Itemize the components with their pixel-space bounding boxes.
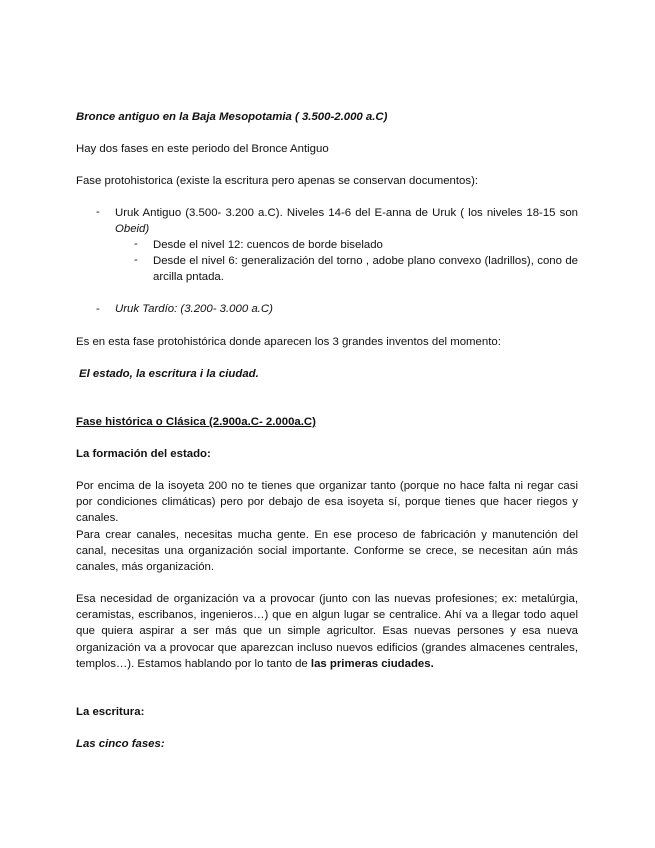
inventions-text: El estado, la escritura i la ciudad. <box>79 368 259 380</box>
uruk-antiguo-text: Uruk Antiguo (3.500- 3.200 a.C). Niveles 14-6 del E-anna de Uruk ( los niveles 18-15 son <box>115 207 578 219</box>
paragraph-3-text: Esa necesidad de organización va a provocar (junto con las nuevas profesiones; ex: metalúrgia, ceramistas, escribanos, ingenieros…) que en algun lugar se centralice. Ahí va a llegar todo aquel que quiera aspirar a ser más que un simple agricultor. Esas nuevas persones y esa nueva organización va a provocar que aparezcan incluso nuevos edificios (grandes almacenes centrales, templos…). Estamos hablando por lo tanto de <box>76 593 578 670</box>
paragraph <box>76 478 578 575</box>
phase2-title: Fase histórica o Clásica (2.900a.C- 2.000a.C) <box>76 416 316 428</box>
sub-bullet-dash: - <box>134 238 138 250</box>
inventions-intro: Es en esta fase protohistórica donde aparecen los 3 grandes inventos del momento: <box>76 336 501 348</box>
bullet-dash: - <box>96 303 100 315</box>
section-title: Bronce antiguo en la Baja Mesopotamia ( 3.500-2.000 a.C) <box>76 111 388 123</box>
paragraph-3 <box>76 591 578 672</box>
state-heading: La formación del estado: <box>76 448 211 460</box>
writing-heading: La escritura: <box>76 706 145 718</box>
five-phases-heading: Las cinco fases: <box>76 738 165 750</box>
paragraph-1: Por encima de la isoyeta 200 no te tienes que organizar tanto (porque no hace falta ni regar casi por condiciones climáticas) pero por debajo de esa isoyeta sí, porque tienes que hacer riegos y canales. <box>76 480 578 525</box>
phase1-intro: Fase protohistorica (existe la escritura pero apenas se conservan documentos): <box>76 175 479 187</box>
list-item-uruk-antiguo <box>115 205 578 237</box>
paragraph-3-bold: las primeras ciudades. <box>310 657 434 670</box>
sub-list-item: Desde el nivel 12: cuencos de borde biselado <box>153 239 383 251</box>
paragraph-2: Para crear canales, necesitas mucha gente. En ese proceso de fabricación y manutención del canal, necesitas una organización social importante. Conforme se crece, se necesitan aún más canales, más organización. <box>76 528 578 574</box>
sub-list-item: Desde el nivel 6: generalización del torno , adobe plano convexo (ladrillos), cono de arcilla pntada. <box>153 255 578 283</box>
list-item-uruk-tardio: Uruk Tardío: (3.200- 3.000 a.C) <box>115 303 273 315</box>
bullet-dash: - <box>96 206 100 218</box>
uruk-antiguo-italic: Obeid) <box>115 223 150 235</box>
intro-text: Hay dos fases en este periodo del Bronce Antiguo <box>76 143 329 155</box>
sub-bullet-dash: - <box>134 254 138 266</box>
